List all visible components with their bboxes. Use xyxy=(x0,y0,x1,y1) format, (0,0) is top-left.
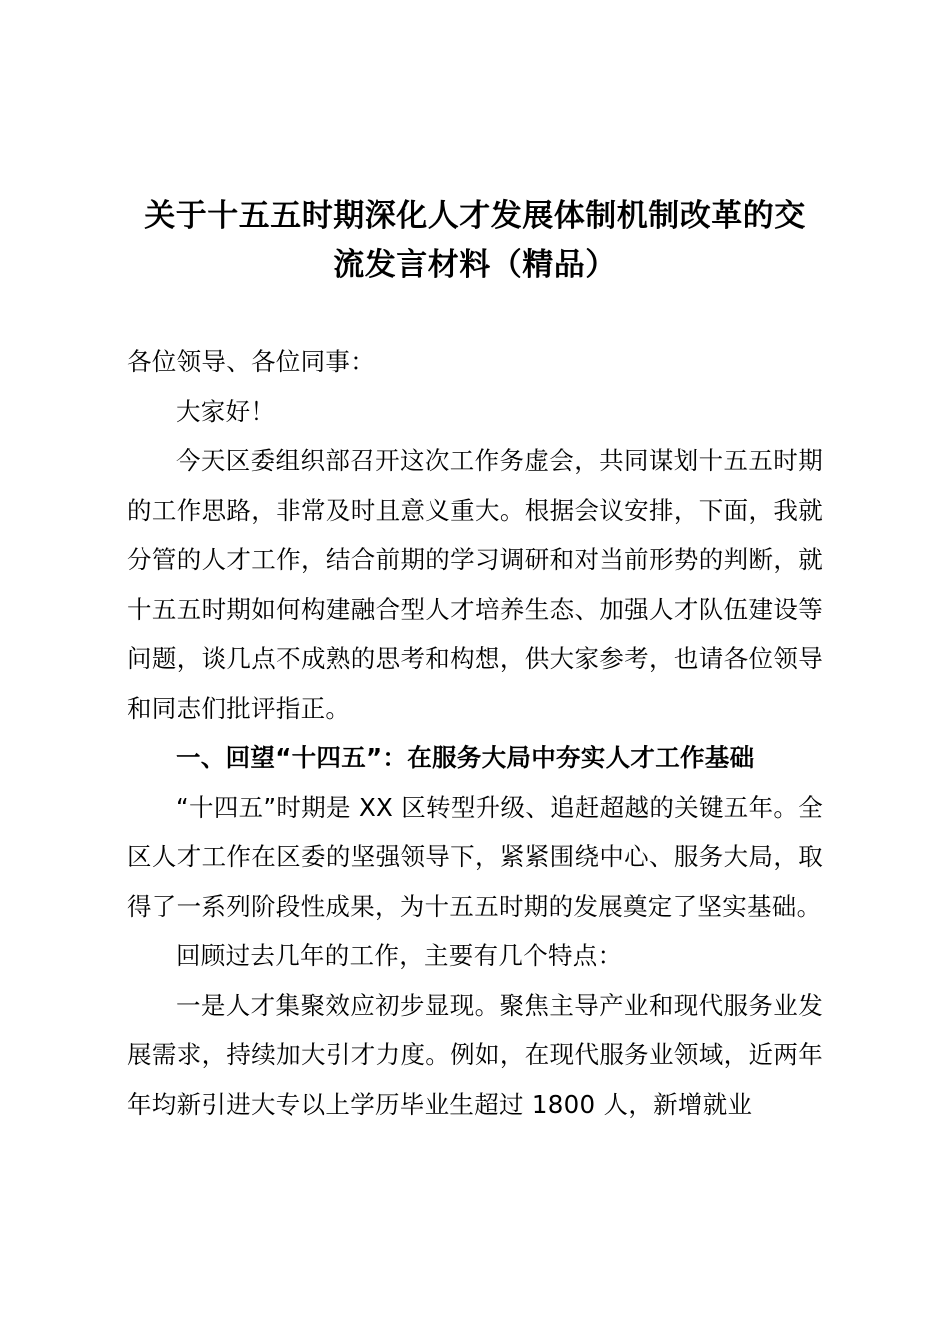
section-paragraph: “十四五”时期是 XX 区转型升级、追赶超越的关键五年。全区人才工作在区委的坚强领导下，紧紧围绕中心、服务大局，取得了一系列阶段性成果，为十五五时期的发展奠定了坚实基础。 xyxy=(127,792,823,921)
document-title xyxy=(100,192,850,290)
salutation: 各位领导、各位同事： xyxy=(127,347,375,376)
intro-paragraph: 今天区委组织部召开这次工作务虚会，共同谋划十五五时期的工作思路，非常及时且意义重大。根据会议安排，下面，我就分管的人才工作，结合前期的学习调研和对当前形势的判断，就十五五时期如何构建融合型人才培养生态、加强人才队伍建设等问题，谈几点不成熟的思考和构想，供大家参考，也请各位领导和同志们批评指正。 xyxy=(127,446,823,723)
greeting: 大家好！ xyxy=(176,396,276,426)
document-body xyxy=(127,337,823,1129)
section-paragraph: 回顾过去几年的工作，主要有几个特点： xyxy=(176,941,623,970)
section-heading: 一、回望“十四五”：在服务大局中夯实人才工作基础 xyxy=(176,743,755,772)
title-line-2: 流发言材料（精品） xyxy=(333,247,617,283)
title-line-1: 关于十五五时期深化人才发展体制机制改革的交 xyxy=(144,198,806,234)
section-paragraph: 一是人才集聚效应初步显现。聚焦主导产业和现代服务业发展需求，持续加大引才力度。例如，在现代服务业领域，近两年年均新引进大专以上学历毕业生超过 1800 人，新增就业 xyxy=(127,990,823,1119)
